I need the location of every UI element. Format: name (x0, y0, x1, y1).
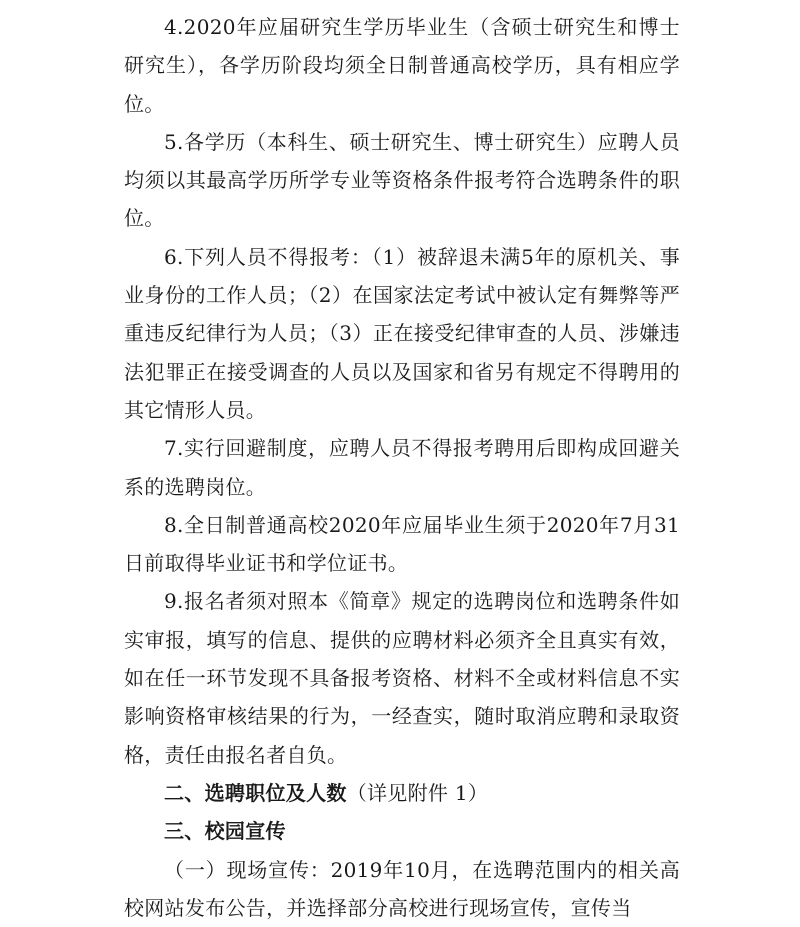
paragraph-item-4: 4.2020年应届研究生学历毕业生（含硕士研究生和博士研究生），各学历阶段均须全日制普通高校学历，具有相应学位。 (124, 15, 680, 116)
section-heading-positions-note: （详见附件 1） (346, 780, 489, 805)
paragraph-onsite-promotion: （一）现场宣传：2019年10月，在选聘范围内的相关高校网站发布公告，并选择部分高校进行现场宣传，宣传当 (124, 857, 680, 920)
paragraph-item-5: 5.各学历（本科生、硕士研究生、博士研究生）应聘人员均须以其最高学历所学专业等资格条件报考符合选聘条件的职位。 (124, 129, 680, 231)
paragraph-item-8: 8.全日制普通高校2020年应届毕业生须于2020年7月31日前取得毕业证书和学位证书。 (124, 512, 680, 576)
paragraph-item-9: 9.报名者须对照本《简章》规定的选聘岗位和选聘条件如实审报，填写的信息、提供的应聘材料必须齐全且真实有效，如在任一环节发现不具备报考资格、材料不全或材料信息不实影响资格审核结果的行为，一经查实，随时取消应聘和录取资格，责任由报名者自负。 (124, 589, 680, 767)
paragraph-item-7: 7.实行回避制度，应聘人员不得报考聘用后即构成回避关系的选聘岗位。 (124, 436, 680, 499)
section-heading-positions-title: 二、选聘职位及人数 (164, 780, 347, 805)
section-heading-positions (124, 774, 680, 812)
document-page (124, 8, 680, 927)
paragraph-item-6: 6.下列人员不得报考：（1）被辞退未满5年的原机关、事业身份的工作人员；（2）在国家法定考试中被认定有舞弊等严重违反纪律行为人员；（3）正在接受纪律审查的人员、涉嫌违法犯罪正在接受调查的人员以及国家和省另有规定不得聘用的其它情形人员。 (124, 244, 680, 422)
section-heading-campus-promotion: 三、校园宣传 (164, 819, 286, 844)
